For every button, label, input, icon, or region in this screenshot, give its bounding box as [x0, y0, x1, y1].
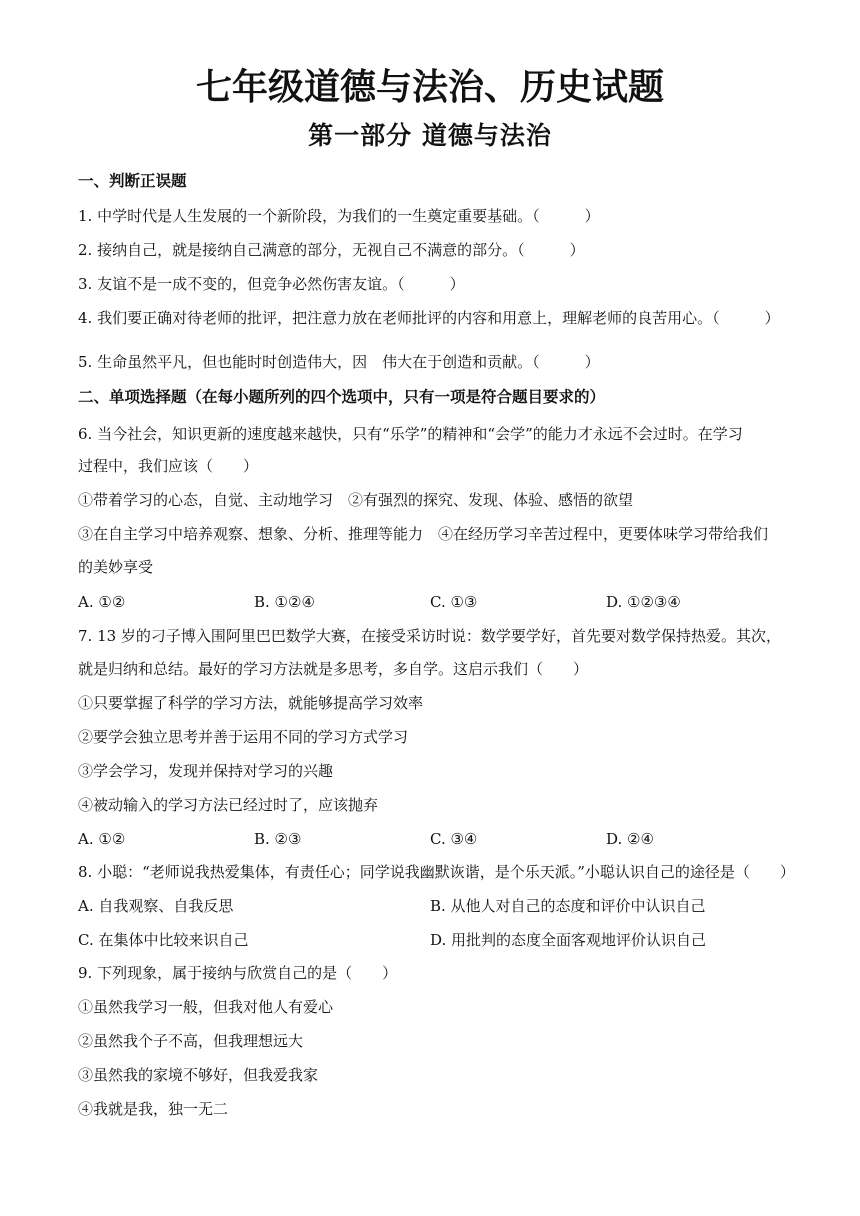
page-subtitle: 第一部分 道德与法治	[308, 121, 552, 150]
question-7-statement-2: ②要学会独立思考并善于运用不同的学习方式学习	[78, 728, 409, 746]
question-3: 3. 友谊不是一成不变的，但竞争必然伤害友谊。（ ）	[78, 275, 465, 293]
question-9-statement-2: ②虽然我个子不高，但我理想远大	[78, 1032, 304, 1050]
question-9-statement-4: ④我就是我，独一无二	[78, 1100, 229, 1118]
question-8-option-b: B. 从他人对自己的态度和评价中认识自己	[430, 897, 706, 915]
question-9-statement-3: ③虽然我的家境不够好，但我爱我家	[78, 1066, 319, 1084]
question-7-option-a: A. ①②	[78, 830, 126, 848]
question-7-option-d: D. ②④	[606, 830, 654, 848]
question-8-option-a: A. 自我观察、自我反思	[78, 897, 234, 915]
question-9-stem: 9. 下列现象，属于接纳与欣赏自己的是（ ）	[78, 964, 398, 982]
question-4: 4. 我们要正确对待老师的批评，把注意力放在老师批评的内容和用意上，理解老师的良苦用心。（ ）	[78, 309, 780, 327]
question-6-statement-2: ③在自主学习中培养观察、想象、分析、推理等能力 ④在经历学习辛苦过程中，更要体味学习带给我们	[78, 525, 769, 543]
question-7-stem-line-2: 就是归纳和总结。最好的学习方法就是多思考，多自学。这启示我们（ ）	[78, 660, 589, 678]
section-heading-single-choice: 二、单项选择题（在每小题所列的四个选项中，只有一项是符合题目要求的）	[78, 388, 606, 406]
question-8-option-c: C. 在集体中比较来识自己	[78, 931, 249, 949]
question-6-option-b: B. ①②④	[254, 593, 315, 611]
question-6-statement-1: ①带着学习的心态，自觉、主动地学习 ②有强烈的探究、发现、体验、感悟的欲望	[78, 491, 634, 509]
question-1: 1. 中学时代是人生发展的一个新阶段，为我们的一生奠定重要基础。（ ）	[78, 207, 600, 225]
question-7-statement-4: ④被动输入的学习方法已经过时了，应该抛弃	[78, 796, 379, 814]
question-7-option-b: B. ②③	[254, 830, 302, 848]
question-6-stem-line-2: 过程中，我们应该（ ）	[78, 457, 259, 475]
question-9-statement-1: ①虽然我学习一般，但我对他人有爱心	[78, 998, 334, 1016]
question-6-option-d: D. ①②③④	[606, 593, 681, 611]
question-6-option-a: A. ①②	[78, 593, 126, 611]
question-7-option-c: C. ③④	[430, 830, 478, 848]
question-8-stem: 8. 小聪：“老师说我热爱集体，有责任心；同学说我幽默诙谐，是个乐天派。”小聪认识自己的途径是（ ）	[78, 863, 795, 881]
question-7-statement-3: ③学会学习，发现并保持对学习的兴趣	[78, 762, 334, 780]
question-2: 2. 接纳自己，就是接纳自己满意的部分，无视自己不满意的部分。（ ）	[78, 241, 585, 259]
question-6-stem-line-1: 6. 当今社会，知识更新的速度越来越快，只有“乐学”的精神和“会学”的能力才永远不会过时。在学习	[78, 425, 743, 443]
question-6-option-c: C. ①③	[430, 593, 478, 611]
question-6-statement-3: 的美妙享受	[78, 558, 154, 576]
section-heading-true-false: 一、判断正误题	[78, 172, 187, 190]
question-5: 5. 生命虽然平凡，但也能时时创造伟大，因 伟大在于创造和贡献。（ ）	[78, 353, 600, 371]
question-7-statement-1: ①只要掌握了科学的学习方法，就能够提高学习效率	[78, 694, 424, 712]
question-7-stem-line-1: 7. 13 岁的刁子博入围阿里巴巴数学大赛，在接受采访时说：数学要学好，首先要对数学保持热爱。其次，	[78, 627, 781, 645]
page-title: 七年级道德与法治、历史试题	[195, 67, 664, 108]
question-8-option-d: D. 用批判的态度全面客观地评价认识自己	[430, 931, 707, 949]
